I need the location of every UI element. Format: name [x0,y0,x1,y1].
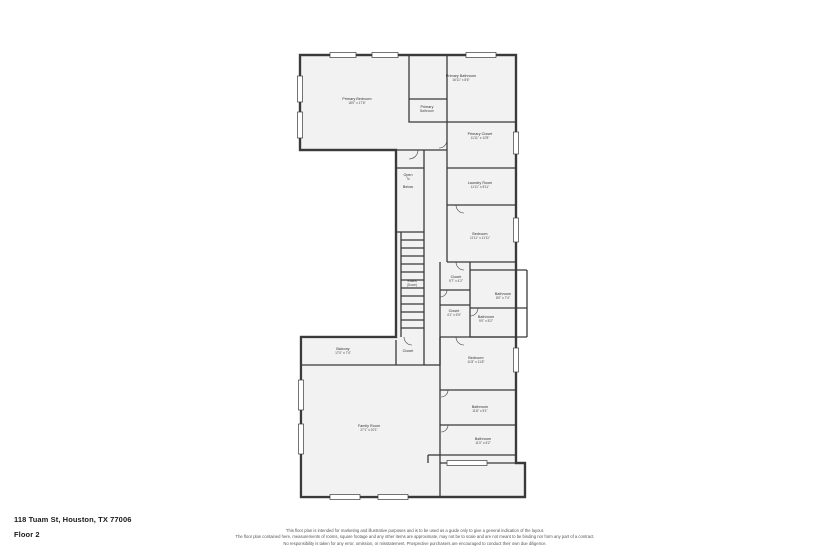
room-dimensions: 8'0" x 7'4" [496,296,510,301]
room-dimensions: 11'11" x 11'11" [469,236,491,241]
room-name: Bathroom [474,436,492,441]
room-name: Primary Bathroom [445,73,477,78]
room-name: Laundry Room [467,180,493,185]
room-name: Bathroom [471,404,489,409]
room-name: Bathroom [494,291,512,296]
room-dimensions: 9'0" x 5'2" [479,319,493,324]
room-name: Balcony [336,346,350,351]
room-dimensions: 5'7" x 4'2" [449,279,463,284]
room-dimensions: 11'8" x 5'1" [472,409,488,414]
disclaimer-text [160,528,670,547]
room-name: Family Room [357,423,381,428]
floor-plan-shapes [298,53,528,500]
room-name: Below [402,184,414,189]
room-name: Open [403,172,413,177]
room-name: Primary Closet [467,131,493,136]
room-name: Bedroom [468,355,484,360]
room-dimensions: 16'11" x 8'6" [452,78,470,83]
disclaimer-line-2: The floor plan contained here, measurements of rooms, square footage and any other items are approximate, may not be to scale and are not meant to be binding nor form any part of a contract. [235,534,595,540]
room-dimensions: 11'8" x 11'8" [467,360,485,365]
room-name: Primary Bedroom [342,96,372,101]
room-dimensions: 27'1" x 20'1" [360,428,378,433]
room-dimensions: 17'0" x 7'4" [335,351,351,356]
room-dimensions: 11'11" x 5'11" [470,185,490,190]
room-name: Stairs [407,278,417,283]
floor-label: Floor 2 [14,530,40,539]
room-dimensions: 11'0" x 6'2" [475,441,491,446]
interior-notch [301,337,396,497]
room-name: Bedroom [472,231,488,236]
room-dimensions: 11'11" x 12'8" [470,136,490,141]
room-name: Primary [420,104,434,109]
property-address: 118 Tuam St, Houston, TX 77006 [14,515,132,524]
room-name: Closet [450,274,462,279]
room-dimensions: 18'0" x 17'6" [348,101,366,106]
room-dimensions: 4'1" x 5'5" [447,313,461,318]
room-dimensions: (Down) [406,283,418,288]
room-dimensions: To [406,177,410,182]
room-dimensions: Bathroom [420,109,434,114]
room-name: Bathroom [477,314,495,319]
room-name: Closet [448,308,460,313]
disclaimer-line-1: This floor plan is intended for marketing and illustrative purposes and is to be used as a guide only to give a general indication of the layout. [285,528,545,533]
disclaimer-line-3: No responsibility is taken for any error, omission, or misstatement. Prospective purchasers are encouraged to conduct their own due diligence. [283,540,547,546]
room-name: Closet [402,348,414,353]
